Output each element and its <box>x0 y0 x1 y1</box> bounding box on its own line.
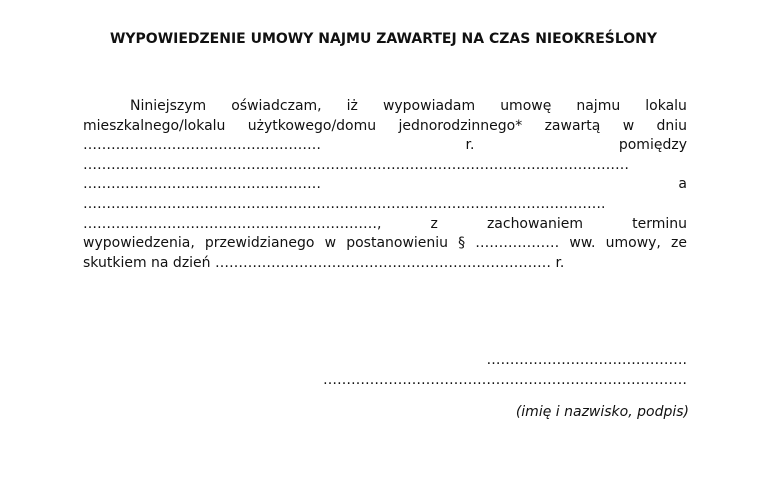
paragraph-word: użytkowego/domu <box>247 117 377 134</box>
paragraph-line <box>83 234 687 254</box>
paragraph-word: iż <box>346 98 358 114</box>
paragraph-line <box>83 97 687 117</box>
paragraph-word: najmu <box>576 98 621 114</box>
statement-paragraph <box>83 97 687 273</box>
signature-caption: (imię i nazwisko, podpis) <box>515 404 689 420</box>
paragraph-line <box>83 117 687 137</box>
paragraph-word: ……………… <box>475 235 560 252</box>
paragraph-word: w <box>622 117 635 134</box>
paragraph-word: mieszkalnego/lokalu <box>83 117 226 134</box>
paragraph-word: przewidzianego <box>204 235 315 252</box>
paragraph-line <box>83 195 687 215</box>
paragraph-word: …………………………………………………………………………………………………. <box>83 195 606 212</box>
paragraph-word: pomiędzy <box>618 137 687 154</box>
paragraph-word: oświadczam, <box>231 98 322 114</box>
paragraph-word: terminu <box>632 215 687 232</box>
paragraph-word: dniu <box>656 117 687 134</box>
paragraph-word: zachowaniem <box>486 215 584 232</box>
document-title: WYPOWIEDZENIE UMOWY NAJMU ZAWARTEJ NA CZAS NIEOKREŚLONY <box>109 31 658 47</box>
paragraph-word: wypowiadam <box>382 98 476 114</box>
paragraph-word: z <box>430 215 438 232</box>
paragraph-word: ……………………………………………………………………………………………………… <box>83 156 629 173</box>
paragraph-word: r. <box>465 137 475 154</box>
paragraph-word: skutkiem na dzień ……………………………………………………………… r. <box>83 254 565 271</box>
paragraph-line <box>83 136 687 156</box>
paragraph-word: lokalu <box>645 98 687 114</box>
paragraph-line <box>83 156 687 176</box>
paragraph-word: postanowieniu <box>346 235 449 252</box>
paragraph-word: umowę <box>500 98 552 114</box>
signature-dotted-line-2: …………………………………………………………………… <box>323 372 687 388</box>
paragraph-word: umowy, <box>605 235 661 252</box>
paragraph-word: ww. <box>569 235 596 252</box>
paragraph-word: …………………………………………… <box>83 176 321 193</box>
paragraph-word: § <box>458 235 466 252</box>
paragraph-word: ze <box>671 235 687 252</box>
paragraph-word: a <box>678 176 687 193</box>
paragraph-line <box>83 215 687 235</box>
paragraph-word: wypowiedzenia, <box>83 235 195 252</box>
paragraph-word: Niniejszym <box>130 98 207 114</box>
paragraph-word: w <box>324 235 337 252</box>
signature-dotted-line-1: ……………………………………. <box>486 352 687 368</box>
paragraph-word: ………………………………………………………, <box>83 215 382 232</box>
paragraph-word: zawartą <box>544 117 601 134</box>
paragraph-line <box>83 254 687 274</box>
paragraph-line <box>83 175 687 195</box>
paragraph-word: jednorodzinnego* <box>398 117 523 134</box>
paragraph-word: …………………………………………… <box>83 137 321 154</box>
